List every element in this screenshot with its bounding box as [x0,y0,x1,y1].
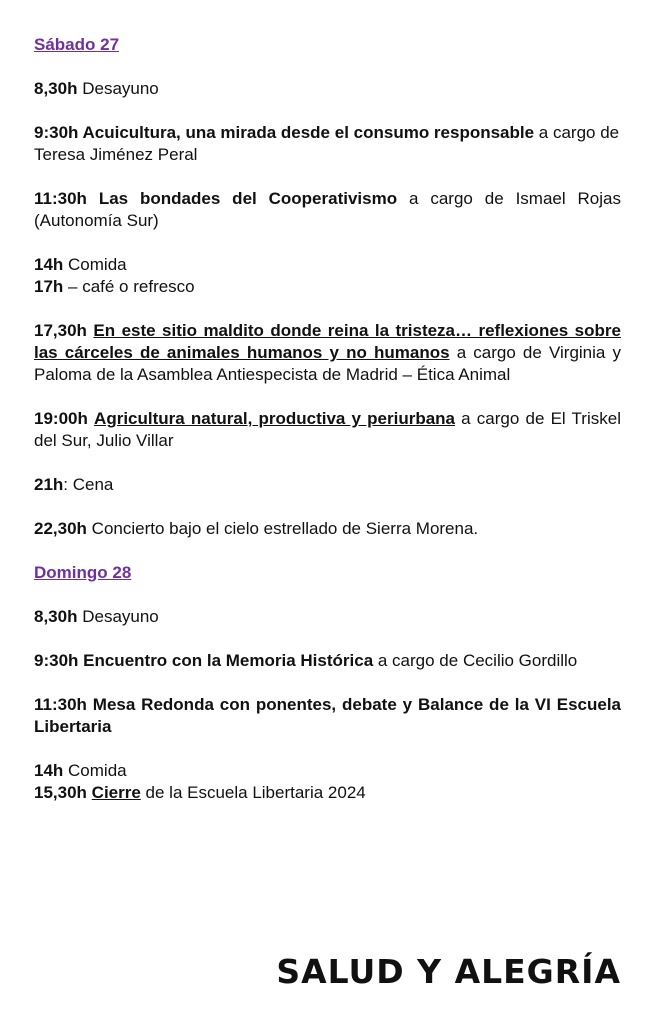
sat-item-aquaculture: 9:30h Acuicultura, una mirada desde el consumo responsable a cargo de Teresa Jiménez Peral [34,123,620,164]
sat-item-lunch: 14h Comida [34,255,127,274]
sat-item-cooperativism: 11:30h Las bondades del Cooperativismo a cargo de Ismael Rojas (Autonomía Sur) [34,189,621,230]
closing-slogan: SALUD Y ALEGRÍA [276,952,621,991]
saturday-heading: Sábado 27 [34,35,120,54]
sat-item-breakfast: 8,30h Desayuno [34,79,159,98]
sun-item-round-table: 11:30h Mesa Redonda con ponentes, debate y Balance de la VI Escuela Libertaria [34,695,621,736]
sat-item-dinner: 21h: Cena [34,475,114,494]
sun-item-memory: 9:30h Encuentro con la Memoria Histórica a cargo de Cecilio Gordillo [34,651,578,670]
sun-item-closing: 15,30h Cierre de la Escuela Libertaria 2024 [34,783,366,802]
sun-item-lunch: 14h Comida [34,761,127,780]
sat-item-concert: 22,30h Concierto bajo el cielo estrellado de Sierra Morena. [34,519,479,538]
sat-item-prisons-talk: 17,30h En este sitio maldito donde reina la tristeza… reflexiones sobre las cárceles de animales humanos y no humanos a cargo de Virginia y Paloma de la Asamblea Antiespecista de Madrid – Ética Animal [34,321,621,384]
sat-item-agriculture: 19:00h Agricultura natural, productiva y periurbana a cargo de El Triskel del Sur, Julio Villar [34,409,621,450]
sunday-heading: Domingo 28 [34,563,132,582]
sun-item-breakfast: 8,30h Desayuno [34,607,159,626]
program-document [34,34,621,804]
sat-item-coffee: 17h – café o refresco [34,277,195,296]
